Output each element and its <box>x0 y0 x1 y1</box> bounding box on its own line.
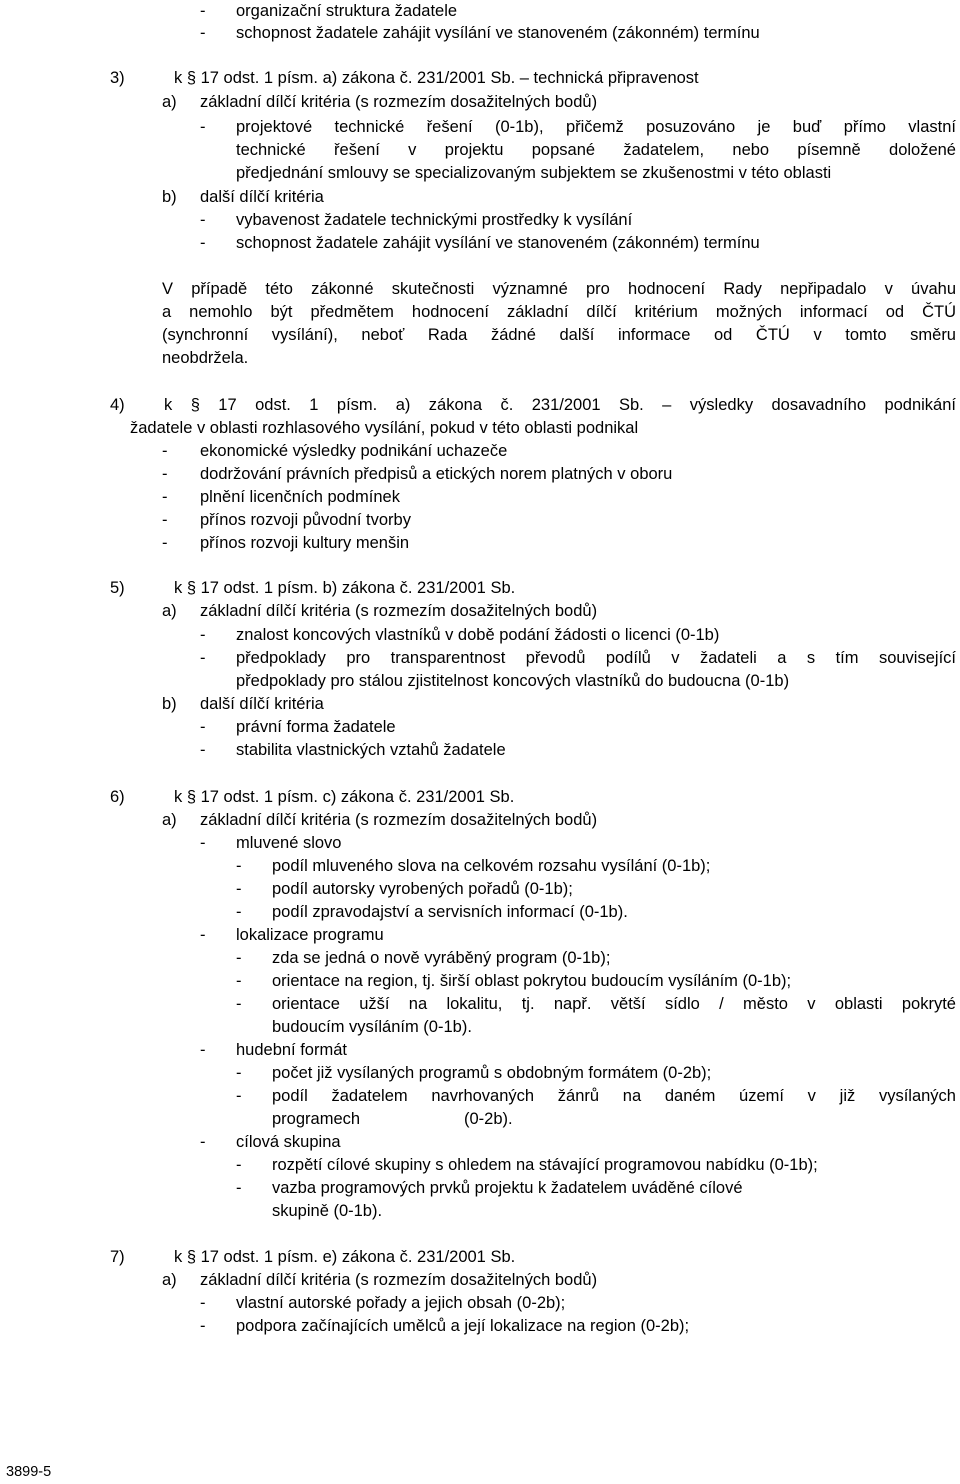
list-item-line: předpoklady pro transparentnost převodů podílů v žadateli a s tím související <box>236 649 956 667</box>
list-item: přínos rozvoji původní tvorby <box>200 511 411 529</box>
list-dash: - <box>236 1156 242 1174</box>
list-dash: - <box>200 1133 206 1151</box>
list-dash: - <box>200 211 206 229</box>
list-dash: - <box>200 626 206 644</box>
note-line: neobdržela. <box>162 349 249 367</box>
group-title: mluvené slovo <box>236 834 342 852</box>
subsection-title: základní dílčí kritéria (s rozmezím dosažitelných bodů) <box>200 93 598 111</box>
list-item: orientace na region, tj. širší oblast pokrytou budoucím vysíláním (0-1b); <box>272 972 792 990</box>
list-item: ekonomické výsledky podnikání uchazeče <box>200 442 508 460</box>
list-dash: - <box>236 880 242 898</box>
list-dash: - <box>200 118 206 136</box>
subsection-label: b) <box>162 188 177 206</box>
section-heading: k § 17 odst. 1 písm. a) zákona č. 231/2001 Sb. – výsledky dosavadního podnikání <box>164 396 956 414</box>
group-title: hudební formát <box>236 1041 347 1059</box>
list-item-line: skupině (0-1b). <box>272 1202 383 1220</box>
subsection-label: a) <box>162 602 177 620</box>
list-item: zda se jedná o nově vyráběný program (0-1b); <box>272 949 611 967</box>
list-dash: - <box>236 949 242 967</box>
list-item-line: podíl žadatelem navrhovaných žánrů na daném území v již vysílaných <box>272 1087 956 1105</box>
subsection-label: a) <box>162 1271 177 1289</box>
list-dash: - <box>162 442 168 460</box>
list-dash: - <box>236 995 242 1013</box>
section-number: 3) <box>110 69 125 87</box>
list-dash: - <box>200 926 206 944</box>
list-dash: - <box>200 649 206 667</box>
document-code: 3899-5 <box>6 1464 52 1480</box>
section-number: 7) <box>110 1248 125 1266</box>
list-item-line: předpoklady pro stálou zjistitelnost koncových vlastníků do budoucna (0-1b) <box>236 672 790 690</box>
list-item: schopnost žadatele zahájit vysílání ve stanoveném (zákonném) termínu <box>236 234 760 252</box>
list-item: plnění licenčních podmínek <box>200 488 400 506</box>
list-dash: - <box>200 741 206 759</box>
list-dash: - <box>200 24 206 42</box>
subsection-label: a) <box>162 811 177 829</box>
section-number: 6) <box>110 788 125 806</box>
list-dash: - <box>200 234 206 252</box>
list-item: počet již vysílaných programů s obdobným formátem (0-2b); <box>272 1064 712 1082</box>
list-item-line: technické řešení v projektu popsané žadatelem, nebo písemně doložené <box>236 141 956 159</box>
section-number: 5) <box>110 579 125 597</box>
section-heading: k § 17 odst. 1 písm. b) zákona č. 231/2001 Sb. <box>174 579 516 597</box>
list-item-line: předjednání smlouvy se specializovaným subjektem se zkušenostmi v této oblasti <box>236 164 832 182</box>
list-item: rozpětí cílové skupiny s ohledem na stávající programovou nabídku (0-1b); <box>272 1156 818 1174</box>
list-item-line: orientace užší na lokalitu, tj. např. větší sídlo / město v oblasti pokryté <box>272 995 956 1013</box>
list-dash: - <box>236 1087 242 1105</box>
list-item-line: projektové technické řešení (0-1b), přičemž posuzováno je buď přímo vlastní <box>236 118 956 136</box>
list-item: přínos rozvoji kultury menšin <box>200 534 410 552</box>
list-dash: - <box>200 1041 206 1059</box>
list-dash: - <box>236 857 242 875</box>
list-item: dodržování právních předpisů a etických norem platných v oboru <box>200 465 673 483</box>
list-item: právní forma žadatele <box>236 718 396 736</box>
subsection-title: další dílčí kritéria <box>200 695 324 713</box>
section-heading: k § 17 odst. 1 písm. e) zákona č. 231/2001 Sb. <box>174 1248 516 1266</box>
list-item-line: budoucím vysíláním (0-1b). <box>272 1018 472 1036</box>
list-item-line: programech <box>272 1110 361 1128</box>
list-dash: - <box>200 718 206 736</box>
subsection-title: další dílčí kritéria <box>200 188 324 206</box>
list-item: organizační struktura žadatele <box>236 2 458 20</box>
list-item: podíl autorsky vyrobených pořadů (0-1b); <box>272 880 573 898</box>
list-dash: - <box>236 903 242 921</box>
list-dash: - <box>162 511 168 529</box>
list-item: podíl mluveného slova na celkovém rozsahu vysílání (0-1b); <box>272 857 711 875</box>
list-item-line: (0-2b). <box>464 1110 513 1128</box>
list-dash: - <box>236 972 242 990</box>
list-dash: - <box>200 1317 206 1335</box>
group-title: lokalizace programu <box>236 926 384 944</box>
note-line: (synchronní vysílání), neboť Rada žádné další informace od ČTÚ v tomto směru <box>162 326 956 344</box>
list-dash: - <box>200 2 206 20</box>
section-number: 4) <box>110 396 125 414</box>
list-item-line: vazba programových prvků projektu k žadatelem uváděné cílové <box>272 1179 743 1197</box>
list-item: znalost koncových vlastníků v době podání žádosti o licenci (0-1b) <box>236 626 720 644</box>
list-item: vybavenost žadatele technickými prostředky k vysílání <box>236 211 633 229</box>
note-line: V případě této zákonné skutečnosti významné pro hodnocení Rady nepřipadalo v úvahu <box>162 280 956 298</box>
subsection-title: základní dílčí kritéria (s rozmezím dosažitelných bodů) <box>200 811 598 829</box>
section-heading: k § 17 odst. 1 písm. a) zákona č. 231/2001 Sb. – technická připravenost <box>174 69 699 87</box>
list-dash: - <box>162 488 168 506</box>
list-item: podpora začínajících umělců a její lokalizace na region (0-2b); <box>236 1317 690 1335</box>
list-item: vlastní autorské pořady a jejich obsah (0-2b); <box>236 1294 566 1312</box>
list-item: podíl zpravodajství a servisních informací (0-1b). <box>272 903 628 921</box>
subsection-title: základní dílčí kritéria (s rozmezím dosažitelných bodů) <box>200 1271 598 1289</box>
list-dash: - <box>162 534 168 552</box>
list-item: stabilita vlastnických vztahů žadatele <box>236 741 506 759</box>
subsection-label: a) <box>162 93 177 111</box>
list-dash: - <box>236 1064 242 1082</box>
list-dash: - <box>162 465 168 483</box>
section-heading: k § 17 odst. 1 písm. c) zákona č. 231/2001 Sb. <box>174 788 515 806</box>
subsection-label: b) <box>162 695 177 713</box>
list-dash: - <box>200 834 206 852</box>
list-dash: - <box>236 1179 242 1197</box>
list-item: schopnost žadatele zahájit vysílání ve stanoveném (zákonném) termínu <box>236 24 760 42</box>
group-title: cílová skupina <box>236 1133 341 1151</box>
list-dash: - <box>200 1294 206 1312</box>
section-subheading: žadatele v oblasti rozhlasového vysílání, pokud v této oblasti podnikal <box>130 419 639 437</box>
subsection-title: základní dílčí kritéria (s rozmezím dosažitelných bodů) <box>200 602 598 620</box>
note-line: a nemohlo být předmětem hodnocení základní dílčí kritérium možných informací od ČTÚ <box>162 303 956 321</box>
